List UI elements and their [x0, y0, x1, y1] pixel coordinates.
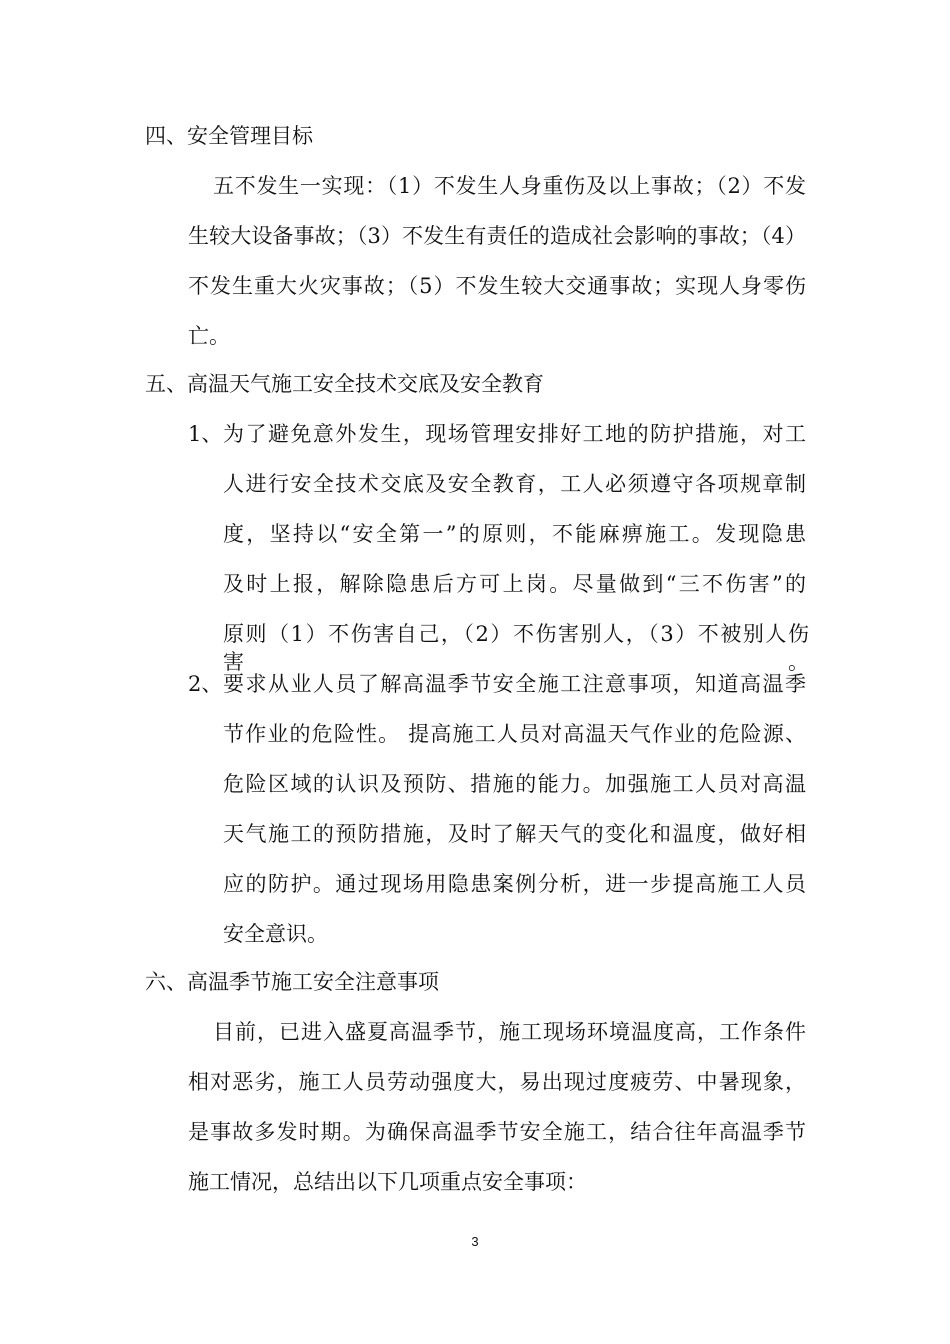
list-item-line: 安全意识。 — [223, 922, 328, 946]
paragraph-line: 五不发生一实现：（1）不发生人身重伤及以上事故；（2）不发 — [213, 174, 806, 198]
paragraph-line: 是事故多发时期。为确保高温季节安全施工，结合往年高温季节 — [188, 1120, 806, 1144]
list-item-line: 危险区域的认识及预防、措施的能力。加强施工人员对高温 — [223, 772, 806, 796]
list-item-line: 为了避免意外发生，现场管理安排好工地的防护措施，对工 — [223, 422, 806, 446]
section-heading-4: 四、安全管理目标 — [145, 124, 313, 148]
list-item-number: 2、 — [188, 672, 223, 696]
paragraph-line: 目前，已进入盛夏高温季节，施工现场环境温度高，工作条件 — [213, 1020, 806, 1044]
list-item-line: 天气施工的预防措施，及时了解天气的变化和温度，做好相 — [223, 822, 806, 846]
paragraph-line: 生较大设备事故；（3）不发生有责任的造成社会影响的事故；（4） — [188, 224, 806, 248]
list-item-line: 要求从业人员了解高温季节安全施工注意事项，知道高温季 — [223, 672, 806, 696]
list-item-line: 及时上报，解除隐患后方可上岗。尽量做到“三不伤害”的 — [223, 572, 806, 596]
list-item-number: 1、 — [188, 422, 223, 446]
paragraph-line: 亡。 — [188, 324, 230, 348]
paragraph-line: 相对恶劣，施工人员劳动强度大，易出现过度疲劳、中暑现象， — [188, 1070, 806, 1094]
list-item-line: 度，坚持以“安全第一”的原则，不能麻痹施工。发现隐患 — [223, 522, 806, 546]
paragraph-line: 不发生重大火灾事故；（5）不发生较大交通事故；实现人身零伤 — [188, 274, 806, 298]
list-item-line: 应的防护。通过现场用隐患案例分析，进一步提高施工人员 — [223, 872, 806, 896]
section-heading-6: 六、高温季节施工安全注意事项 — [145, 970, 439, 994]
section-heading-5: 五、高温天气施工安全技术交底及安全教育 — [145, 372, 544, 396]
page-number: 3 — [471, 1234, 479, 1249]
list-item-line: 原则（1）不伤害自己，（2）不伤害别人，（3）不被别人伤害。 — [223, 622, 809, 674]
paragraph-line: 施工情况，总结出以下几项重点安全事项： — [188, 1170, 587, 1194]
list-item-line: 节作业的危险性。 提高施工人员对高温天气作业的危险源、 — [223, 722, 806, 746]
list-item-line: 人进行安全技术交底及安全教育，工人必须遵守各项规章制 — [223, 472, 806, 496]
